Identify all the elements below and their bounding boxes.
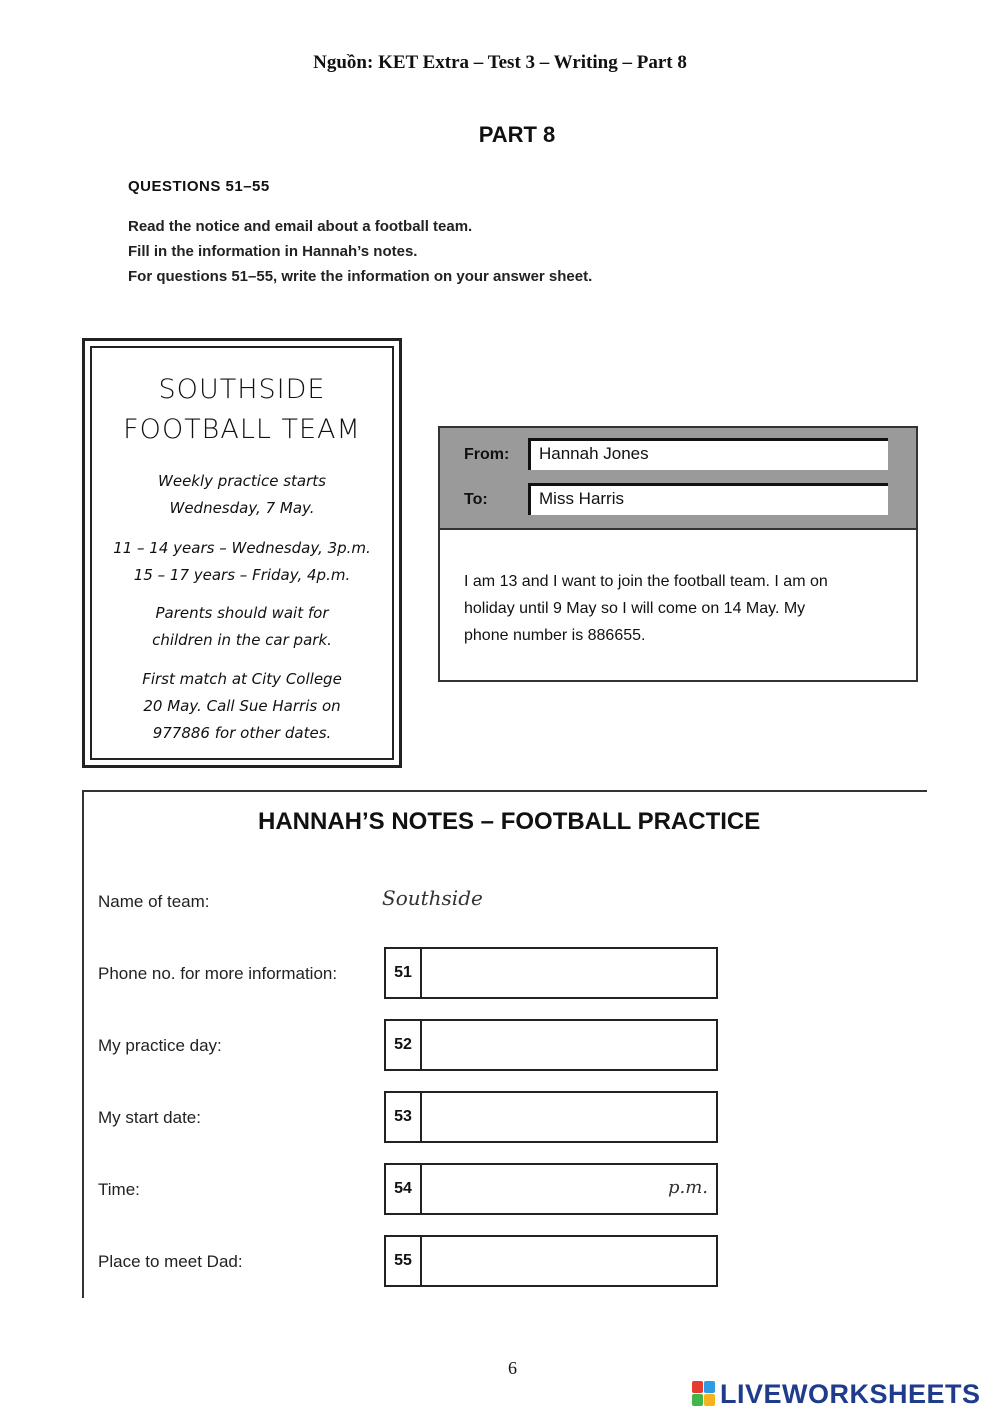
notice-inner-border [90,346,394,760]
instruction-line: Read the notice and email about a football team. [128,218,473,235]
email-body-line: I am 13 and I want to join the football team. I am on [464,573,828,590]
answer-box-55[interactable] [384,1235,718,1287]
answer-box-54[interactable] [384,1163,718,1215]
answer-box-53[interactable] [384,1091,718,1143]
question-number: 55 [386,1237,422,1285]
answer-box-51[interactable] [384,947,718,999]
instruction-line: For questions 51–55, write the information on your answer sheet. [128,268,593,285]
notice-line: Wednesday, 7 May. [169,499,315,517]
liveworksheets-logo[interactable] [692,1377,981,1411]
question-number: 54 [386,1165,422,1213]
time-label: Time: [98,1180,140,1199]
source-line: Nguồn: KET Extra – Test 3 – Writing – Part 8 [313,52,687,73]
football-notice [82,338,402,768]
notice-line: 11 – 14 years – Wednesday, 3p.m. [113,539,371,557]
instruction-line: Fill in the information in Hannah’s notes. [128,243,418,260]
email-body-line: holiday until 9 May so I will come on 14 May. My [464,600,806,617]
team-name-answer: Southside [382,886,483,910]
notes-left-border [82,790,84,1298]
question-number: 51 [386,949,422,997]
page-number: 6 [508,1358,517,1378]
notice-line: First match at City College [142,670,342,688]
meeting-place-label: Place to meet Dad: [98,1252,243,1271]
email-to-label: To: [464,491,488,508]
start-date-label: My start date: [98,1108,201,1127]
practice-day-label: My practice day: [98,1036,222,1055]
notes-title: HANNAH’S NOTES – FOOTBALL PRACTICE [258,808,761,835]
question-number: 53 [386,1093,422,1141]
notice-line: 20 May. Call Sue Harris on [143,697,341,715]
email-to-field: Miss Harris [528,483,888,515]
questions-heading: QUESTIONS 51–55 [128,178,270,195]
email-from-field: Hannah Jones [528,438,888,470]
email-message [438,426,918,682]
notice-line: Parents should wait for [155,604,329,622]
email-body-line: phone number is 886655. [464,627,646,644]
notice-title-line: SOUTHSIDE [158,374,326,405]
liveworksheets-logo-icon [692,1381,716,1407]
email-body [464,568,884,649]
question-number: 52 [386,1021,422,1069]
team-name-label: Name of team: [98,892,210,911]
phone-label: Phone no. for more information: [98,964,338,983]
notice-line: children in the car park. [152,631,332,649]
part-title: PART 8 [478,122,556,147]
email-from-label: From: [464,446,510,463]
logo-text: LIVEWORKSHEETS [720,1378,981,1409]
email-header [440,428,916,530]
notice-title-line: FOOTBALL TEAM [123,414,361,445]
notice-line: Weekly practice starts [158,472,326,490]
notice-line: 977886 for other dates. [152,724,332,742]
time-hint: p.m. [667,1177,708,1198]
notes-top-border [82,790,927,792]
answer-box-52[interactable] [384,1019,718,1071]
notice-line: 15 – 17 years – Friday, 4p.m. [133,566,351,584]
